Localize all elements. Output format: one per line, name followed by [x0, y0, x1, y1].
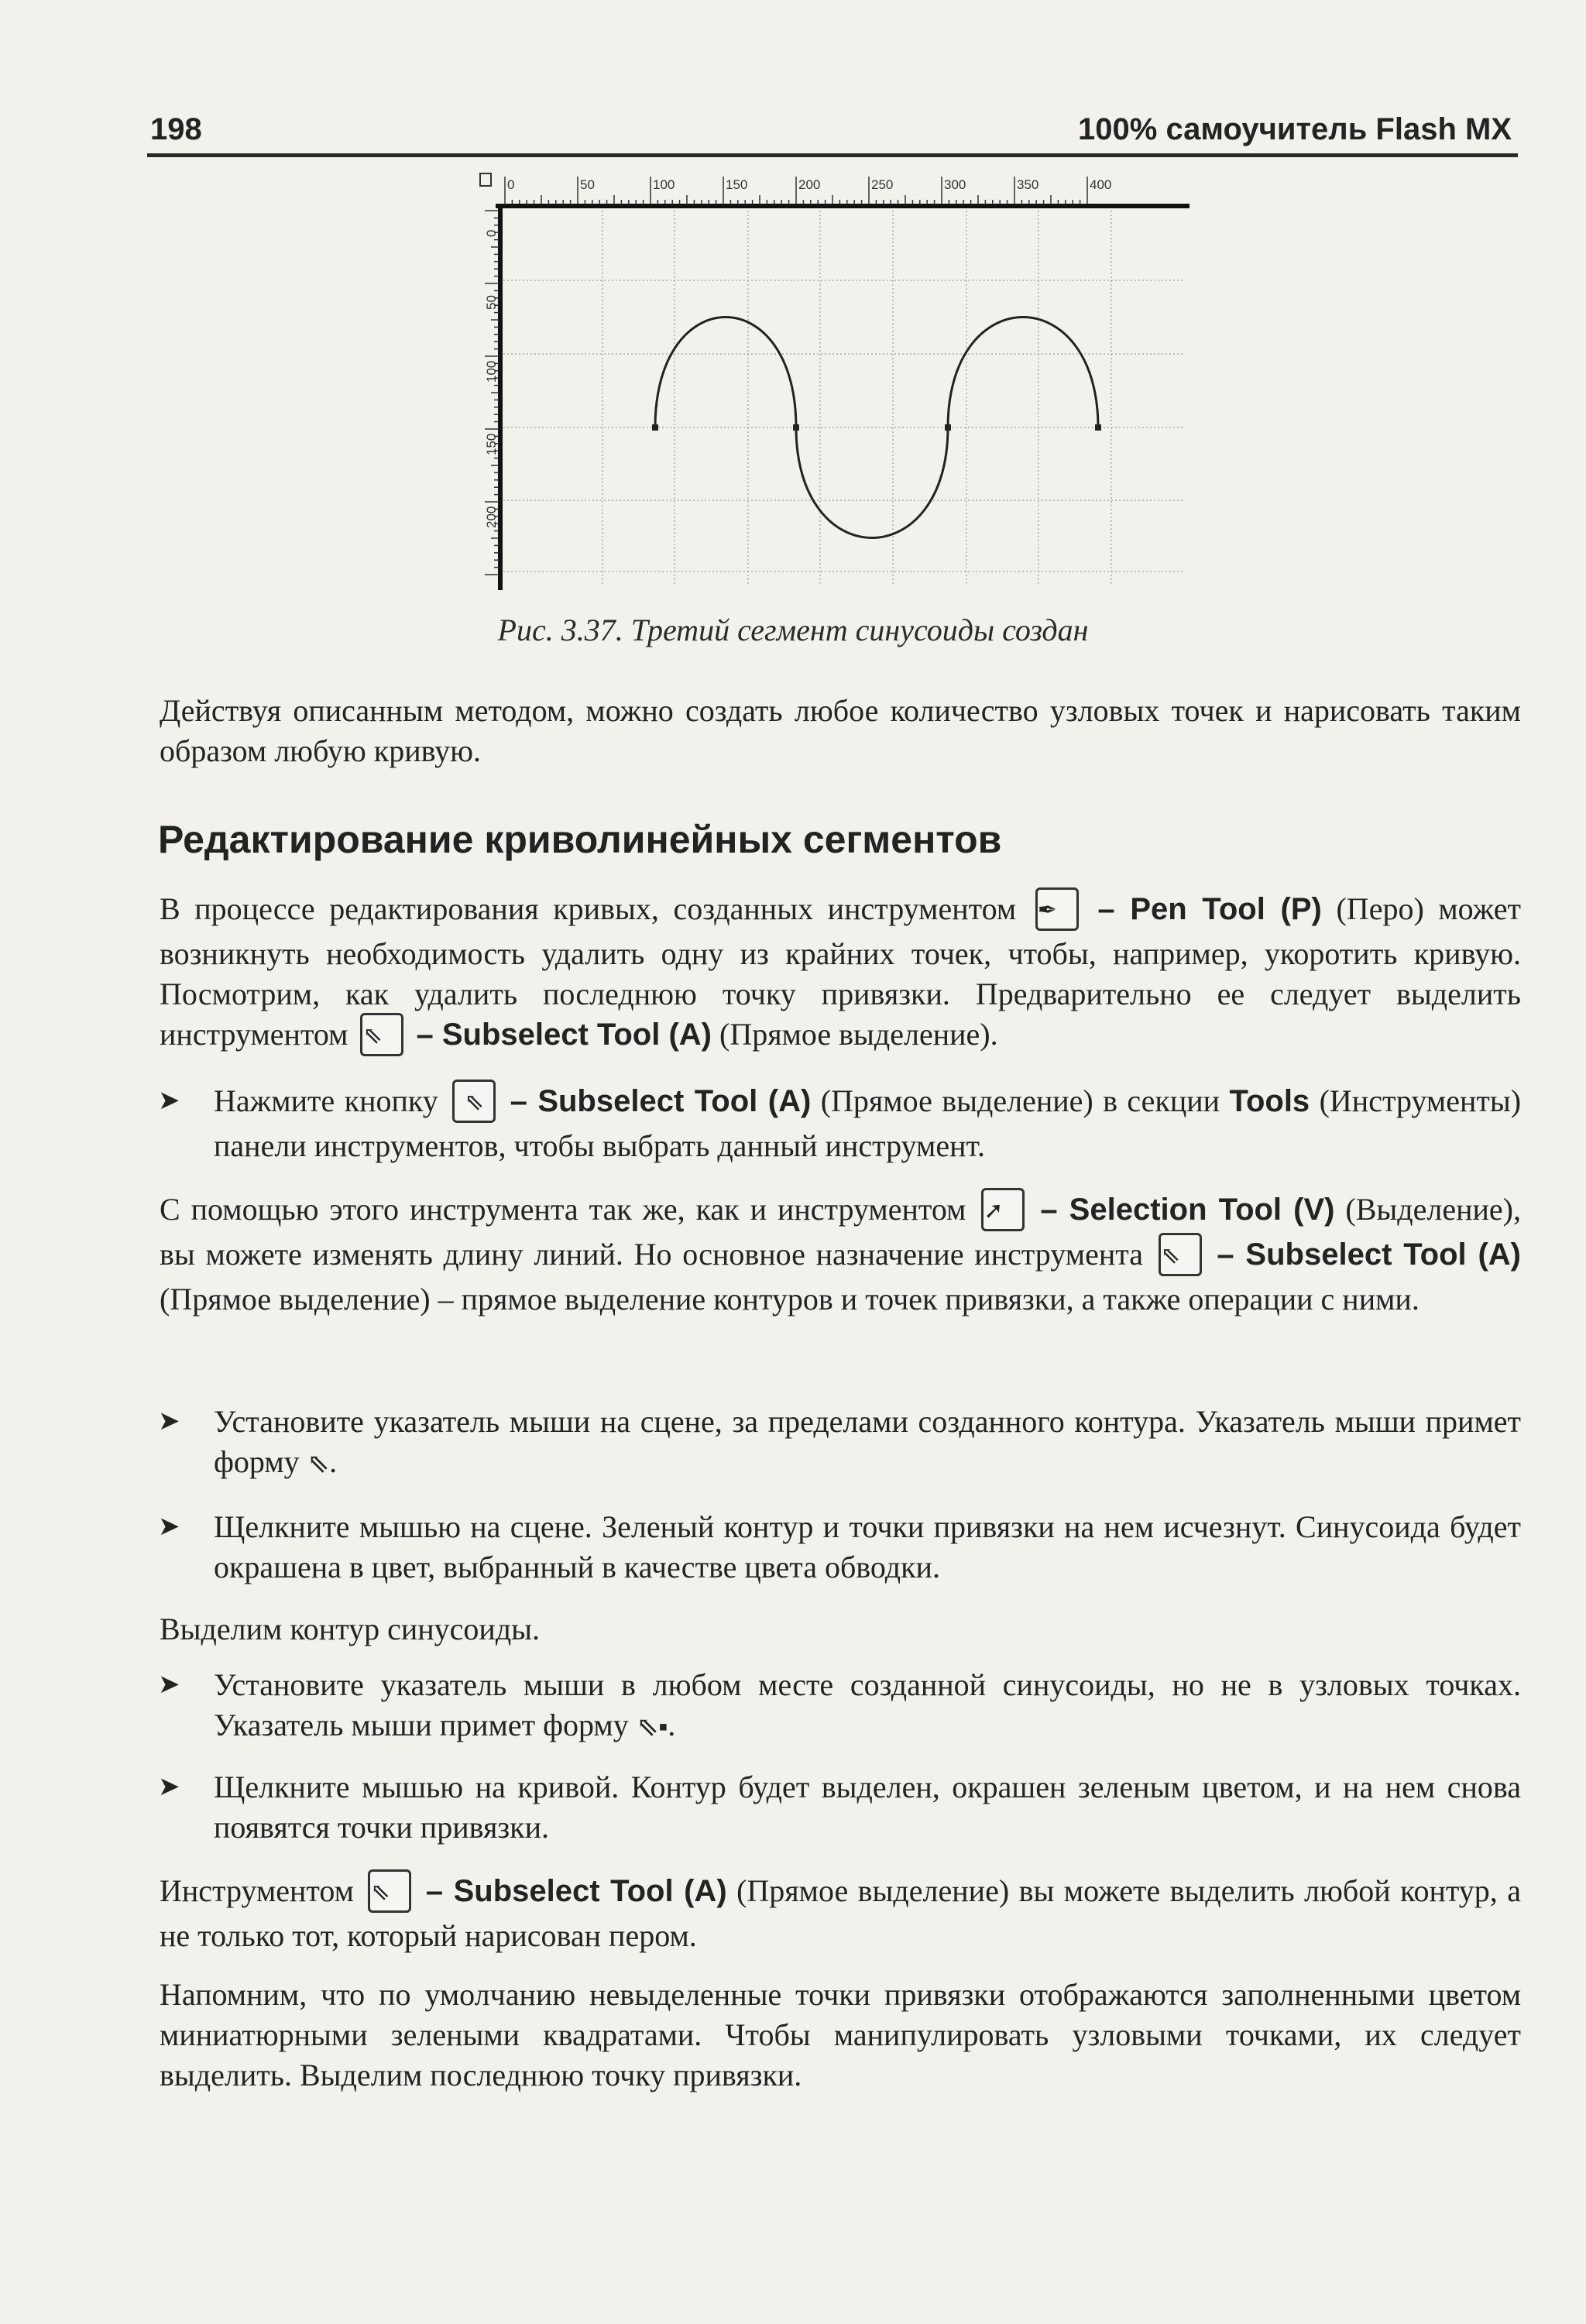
ruler-tick-label: 400 — [1090, 177, 1112, 192]
header-rule — [147, 153, 1518, 157]
paragraph: В процессе редактирования кривых, созданных инструментом ✒ – Pen Tool (P) (Перо) может возникнуть необходимость удалить одну из крайних точек, чтобы, например, укоротить кривую. Посмотрим, как удалить последнюю точку привязки. Предварительно ее следует выделить инструментом ⇖ – Subselect Tool (A) (Прямое выделение). — [160, 889, 1521, 1059]
ruler-tick-label: 100 — [653, 177, 675, 192]
bullet-arrow-icon: ➤ — [158, 1670, 180, 1699]
section-heading: Редактирование криволинейных сегментов — [158, 818, 1002, 861]
subselect-arrow-icon: ⇖ — [360, 1013, 403, 1056]
ruler-tick-label: 200 — [798, 177, 821, 192]
sine-figure — [479, 172, 1191, 590]
ruler-tick-label: 250 — [871, 177, 894, 192]
cursor-arrow-cross-icon: ⇖ — [307, 1450, 330, 1478]
bullet-item: ➤ Установите указатель мыши на сцене, за пределами созданного контура. Указатель мыши примет форму ⇖. — [214, 1402, 1521, 1485]
horizontal-ruler — [496, 177, 1190, 206]
paragraph: Напомним, что по умолчанию невыделенные точки привязки отображаются заполненными цветом миниатюрными зелеными квадратами. Чтобы манипулировать узловыми точками, их следует выделить. Выделим последнюю точку привязки. — [160, 1977, 1521, 2092]
anchor-point — [793, 424, 799, 431]
bullet-item: ➤ Щелкните мышью на кривой. Контур будет выделен, окрашен зеленым цветом, и на нем снова появятся точки привязки. — [214, 1767, 1521, 1848]
page-number: 198 — [150, 112, 202, 146]
paragraph: Выделим контур синусоиды. — [160, 1612, 541, 1646]
paragraph: Инструментом ⇖ – Subselect Tool (A) (Прямое выделение) вы можете выделить любой контур, а не только тот, который нарисован пером. — [160, 1871, 1521, 1956]
subselect-arrow-icon: ⇖ — [1159, 1233, 1202, 1276]
anchor-point — [1095, 424, 1101, 431]
bullet-item: ➤ Щелкните мышью на сцене. Зеленый контур и точки привязки на нем исчезнут. Синусоида будет окрашена в цвет, выбранный в качестве цвета обводки. — [214, 1507, 1521, 1588]
subselect-arrow-icon: ⇖ — [368, 1869, 411, 1913]
cursor-arrow-dot-icon: ⇖▪ — [636, 1713, 668, 1742]
paragraph: С помощью этого инструмента так же, как и инструментом ➚ – Selection Tool (V) (Выделение), вы можете изменять длину линий. Но основное назначение инструмента ⇖ – Subselect Tool (A) (Прямое выделение) – прямое выделение контуров и точек привязки, а также операции с ними. — [160, 1189, 1521, 1320]
ruler-tick-label: 0 — [507, 177, 515, 192]
ruler-corner — [480, 173, 491, 186]
pen-tool-icon: ✒ — [1035, 887, 1079, 931]
vertical-ruler — [484, 206, 500, 590]
ruler-tick-label: 300 — [944, 177, 966, 192]
ruler-tick-label: 100 — [484, 360, 499, 383]
bullet-item: ➤ Установите указатель мыши в любом месте созданной синусоиды, но не в узловых точках. Указатель мыши примет форму ⇖▪. — [214, 1665, 1521, 1748]
ruler-tick-label: 200 — [484, 506, 499, 528]
bullet-arrow-icon: ➤ — [158, 1512, 180, 1541]
bullet-arrow-icon: ➤ — [158, 1086, 180, 1115]
bullet-arrow-icon: ➤ — [158, 1773, 180, 1801]
ruler-tick-label: 150 — [484, 433, 499, 455]
ruler-tick-label: 150 — [726, 177, 748, 192]
bullet-item: ➤ Нажмите кнопку ⇖ – Subselect Tool (A) (Прямое выделение) в секции Tools (Инструменты) панели инструментов, чтобы выбрать данный инструмент. — [214, 1081, 1521, 1166]
anchor-point — [945, 424, 951, 431]
figure-caption: Рис. 3.37. Третий сегмент синусоиды создан — [497, 613, 1089, 647]
anchor-point — [652, 424, 658, 431]
ruler-tick-label: 50 — [580, 177, 595, 192]
paragraph: Действуя описанным методом, можно создать любое количество узловых точек и нарисовать таким образом любую кривую. — [160, 693, 1521, 768]
ruler-tick-label: 0 — [484, 229, 499, 237]
subselect-arrow-icon: ⇖ — [452, 1080, 496, 1123]
ruler-tick-label: 50 — [484, 295, 499, 310]
ruler-tick-label: 350 — [1017, 177, 1039, 192]
bullet-arrow-icon: ➤ — [158, 1407, 180, 1436]
running-header-title: 100% самоучитель Flash MX — [1078, 112, 1512, 146]
selection-arrow-icon: ➚ — [981, 1188, 1025, 1231]
